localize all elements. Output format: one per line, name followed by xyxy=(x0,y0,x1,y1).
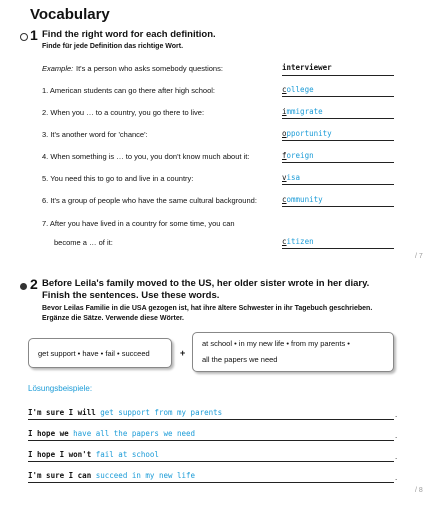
task-2-bullet xyxy=(20,283,27,290)
item-7-answer[interactable] xyxy=(282,237,314,246)
sentence-start: I'm sure I will xyxy=(28,408,96,417)
answer-field[interactable] xyxy=(282,195,323,204)
definition-text: 6. It's a group of people who have the same cultural background: xyxy=(42,196,257,205)
item-7-line-1: 7. After you have lived in a country for some time, you can xyxy=(42,219,235,228)
answer-rest: ollege xyxy=(286,85,314,94)
answer-first-letter: c xyxy=(282,237,287,246)
word-box-verbs xyxy=(28,338,172,368)
definition-text: 4. When something is … to you, you don't know much about it: xyxy=(42,152,250,161)
task-2-instruction-1: Before Leila's family moved to the US, her older sister wrote in her diary. xyxy=(42,278,370,289)
word-box-phrases-line-1: at school • in my new life • from my parents • xyxy=(202,339,350,348)
page-title: Vocabulary xyxy=(30,6,110,23)
answer-line xyxy=(282,184,394,185)
answer-line xyxy=(282,75,394,76)
task-1-number: 1 xyxy=(30,27,38,43)
task-1-bullet xyxy=(20,33,28,41)
task-2-instruction-de-1: Bevor Leilas Familie in die USA gezogen ist, hat ihre ältere Schwester in ihr Tagebuch geschrieben. xyxy=(42,305,373,312)
answer-field[interactable] xyxy=(282,129,332,138)
answer-line xyxy=(282,118,394,119)
diary-sentence[interactable] xyxy=(28,450,159,459)
definition-text: 1. American students can go there after high school: xyxy=(42,86,216,95)
task-2-instruction-2: Finish the sentences. Use these words. xyxy=(42,290,220,301)
answer-field[interactable] xyxy=(282,85,314,94)
item-7-line-2: become a … of it: xyxy=(54,238,113,247)
sentence-answer: fail at school xyxy=(95,450,159,459)
answer-field[interactable] xyxy=(282,173,300,182)
sentence-end: . xyxy=(395,452,398,461)
task-1-score: / 7 xyxy=(415,253,423,260)
sentence-answer: have all the papers we need xyxy=(73,429,196,438)
answer-first-letter: i xyxy=(282,107,287,116)
definition-text: 2. When you … to a country, you go there to live: xyxy=(42,108,205,117)
sentence-line xyxy=(28,440,394,441)
answer-line xyxy=(282,248,394,249)
example-answer: interviewer xyxy=(282,63,332,72)
answer-first-letter: f xyxy=(282,151,287,160)
example-label: Example: xyxy=(42,64,74,73)
answer-first-letter: c xyxy=(282,195,287,204)
word-box-phrases xyxy=(192,332,394,372)
answer-rest: ommunity xyxy=(286,195,323,204)
definition-text: 3. It's another word for 'chance': xyxy=(42,130,148,139)
word-box-verbs-text: get support • have • fail • succeed xyxy=(38,349,150,358)
sentence-end: . xyxy=(395,410,398,419)
sentence-answer: succeed in my new life xyxy=(95,471,196,480)
answer-field[interactable] xyxy=(282,151,314,160)
sentence-answer: get support from my parents xyxy=(100,408,223,417)
sentence-end: . xyxy=(395,431,398,440)
sentence-start: I hope we xyxy=(28,429,69,438)
word-box-phrases-line-2: all the papers we need xyxy=(202,355,278,364)
task-1-instruction-de: Finde für jede Definition das richtige Wort. xyxy=(42,43,184,50)
sentence-line xyxy=(28,461,394,462)
solutions-label: Lösungsbeispiele: xyxy=(28,384,93,393)
sentence-start: I'm sure I can xyxy=(28,471,92,480)
plus-sign: + xyxy=(180,348,186,358)
diary-sentence[interactable] xyxy=(28,429,195,438)
answer-first-letter: o xyxy=(282,129,287,138)
answer-rest: mmigrate xyxy=(286,107,323,116)
diary-sentence[interactable] xyxy=(28,408,222,417)
answer-field[interactable] xyxy=(282,107,323,116)
task-2-score: / 8 xyxy=(415,487,423,494)
answer-line xyxy=(282,206,394,207)
task-1-instruction: Find the right word for each definition. xyxy=(42,29,216,40)
diary-sentence[interactable] xyxy=(28,471,195,480)
sentence-line xyxy=(28,482,394,483)
answer-rest: pportunity xyxy=(286,129,332,138)
task-2-number: 2 xyxy=(30,276,38,292)
answer-line xyxy=(282,162,394,163)
sentence-end: . xyxy=(395,473,398,482)
definition-text: 5. You need this to go to and live in a country: xyxy=(42,174,194,183)
answer-line xyxy=(282,140,394,141)
answer-first-letter: c xyxy=(282,85,287,94)
task-2-instruction-de-2: Ergänze die Sätze. Verwende diese Wörter. xyxy=(42,315,184,322)
answer-rest: oreign xyxy=(286,151,314,160)
answer-rest: isa xyxy=(286,173,301,182)
sentence-start: I hope I won't xyxy=(28,450,92,459)
answer-first-letter: v xyxy=(282,173,287,182)
answer-line xyxy=(282,96,394,97)
sentence-line xyxy=(28,419,394,420)
example-text: It's a person who asks somebody questions: xyxy=(76,64,223,73)
answer-rest: itizen xyxy=(286,237,314,246)
